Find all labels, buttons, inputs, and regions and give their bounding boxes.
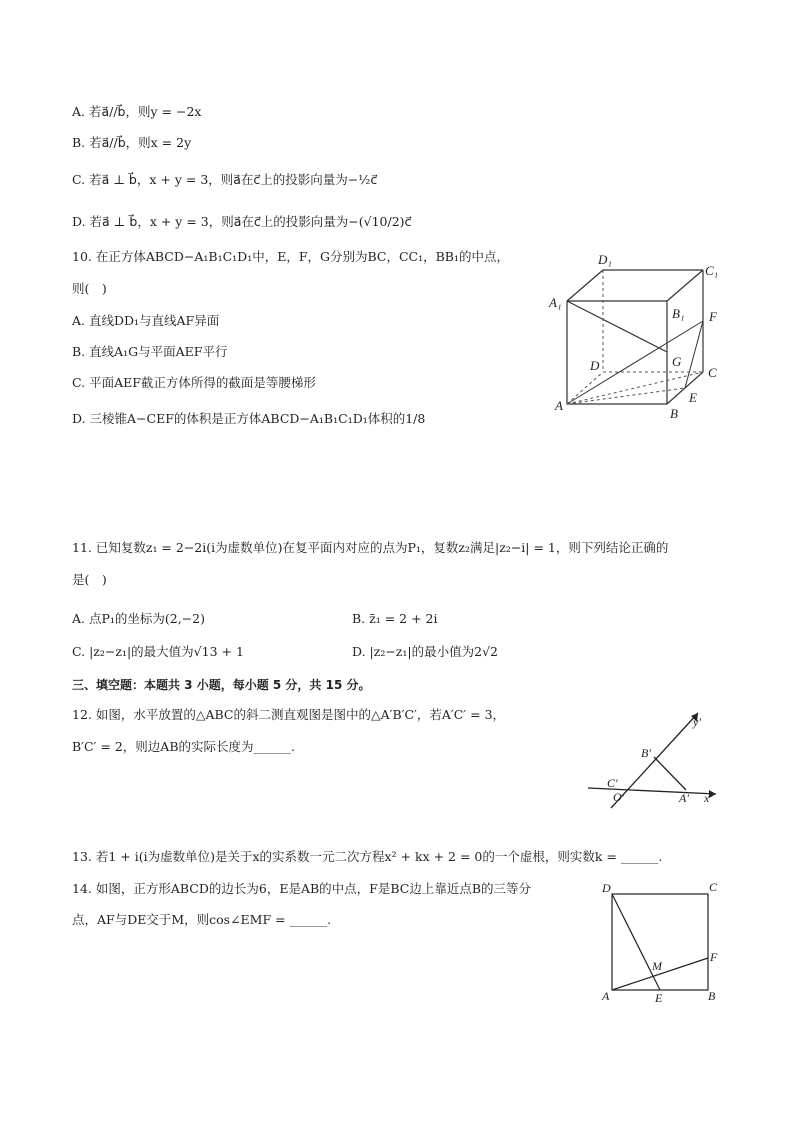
q10-option-a: A. 直线DD₁与直线AF异面 [72, 313, 220, 328]
section-3-heading: 三、填空题：本题共 3 小题，每小题 5 分，共 15 分。 [72, 678, 371, 692]
label-C1: C₁ [705, 263, 719, 278]
q11-stem-line1: 11. 已知复数z₁ = 2−2i(i为虚数单位)在复平面内对应的点为P₁，复数z₂满足|z₂−i| = 1，则下列结论正确的 [72, 540, 669, 555]
label-O-prime: O′ [613, 790, 625, 804]
q14-stem-line1: 14. 如图，正方形ABCD的边长为6，E是AB的中点，F是BC边上靠近点B的三等分 [72, 881, 532, 896]
q11-stem-line2: 是( ) [72, 572, 107, 587]
q10-option-d: D. 三棱锥A−CEF的体积是正方体ABCD−A₁B₁C₁D₁体积的1/8 [72, 411, 426, 426]
q14-stem-line2: 点，AF与DE交于M，则cos∠EMF = ______. [72, 912, 332, 927]
q9-option-b: B. 若a⃗//b⃗，则x = 2y [72, 135, 192, 150]
label-F: F [710, 950, 718, 964]
label-G: G [672, 354, 682, 369]
label-D: D [590, 358, 600, 373]
q13-stem: 13. 若1 + i(i为虚数单位)是关于x的实系数一元二次方程x² + kx + 2 = 0的一个虚根，则实数k = ______. [72, 849, 663, 864]
label-F: F [709, 309, 717, 324]
q11-option-b: B. z̄₁ = 2 + 2i [352, 611, 438, 626]
q12-stem-line2: B′C′ = 2，则边AB的实际长度为______. [72, 739, 295, 754]
q9-option-c: C. 若a⃗ ⊥ b⃗，x + y = 3，则a⃗在c⃗上的投影向量为−½c⃗ [72, 172, 378, 187]
label-B: B [670, 406, 678, 421]
q10-stem-line1: 10. 在正方体ABCD−A₁B₁C₁D₁中，E，F，G分别为BC，CC₁，BB₁的中点， [72, 249, 509, 264]
label-B1: B₁ [672, 306, 685, 321]
label-E: E [689, 390, 697, 405]
q11-option-a: A. 点P₁的坐标为(2,−2) [72, 611, 206, 626]
label-C: C [708, 365, 717, 380]
label-A: A [602, 989, 610, 1003]
oblique-figure [580, 700, 730, 815]
label-B-prime: B′ [641, 746, 651, 760]
label-M: M [652, 959, 662, 973]
label-B: B [708, 989, 716, 1003]
label-D1: D₁ [598, 252, 612, 267]
label-E: E [655, 991, 663, 1005]
label-A: A [555, 398, 563, 413]
label-A-prime: A′ [679, 791, 689, 805]
q10-option-b: B. 直线A₁G与平面AEF平行 [72, 344, 228, 359]
label-D: D [602, 881, 611, 895]
square-figure [595, 875, 730, 1010]
q11-option-d: D. |z₂−z₁|的最小值为2√2 [352, 644, 498, 659]
label-A1: A₁ [549, 295, 562, 310]
q9-option-a: A. 若a⃗//b⃗，则y = −2x [72, 104, 202, 119]
q10-option-c: C. 平面AEF截正方体所得的截面是等腰梯形 [72, 375, 316, 390]
label-x-prime: x′ [704, 791, 712, 805]
q10-stem-line2: 则( ) [72, 281, 107, 296]
q12-stem-line1: 12. 如图，水平放置的△ABC的斜二测直观图是图中的△A′B′C′，若A′C′ = 3， [72, 707, 506, 722]
cube-figure [540, 248, 740, 428]
q11-option-c: C. |z₂−z₁|的最大值为√13 + 1 [72, 644, 244, 659]
label-C-prime: C′ [607, 776, 618, 790]
label-C: C [709, 880, 718, 894]
q9-option-d: D. 若a⃗ ⊥ b⃗，x + y = 3，则a⃗在c⃗上的投影向量为−(√10/2)c⃗ [72, 214, 412, 229]
label-y-prime: y′ [693, 715, 701, 729]
